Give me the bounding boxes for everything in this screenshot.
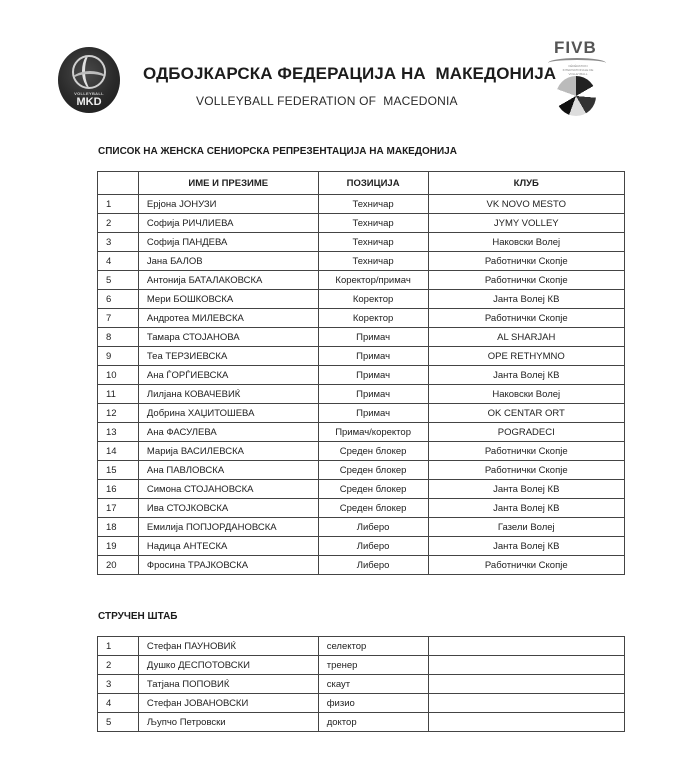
player-number: 5 bbox=[98, 271, 139, 290]
staff-number: 2 bbox=[98, 656, 139, 675]
player-row bbox=[98, 461, 625, 480]
player-position: Примач bbox=[318, 366, 428, 385]
fivb-small-text: FÉDÉRATION INTERNATIONALE DE VOLLEYBALL bbox=[562, 64, 594, 76]
staff-section-title: СТРУЧЕН ШТАБ bbox=[98, 611, 178, 622]
staff-name: Љупчо Петровски bbox=[138, 713, 318, 732]
player-club: JYMY VOLLEY bbox=[428, 214, 624, 233]
players-table-header bbox=[98, 172, 625, 195]
player-number: 11 bbox=[98, 385, 139, 404]
player-club: Јанта Волеј КВ bbox=[428, 366, 624, 385]
player-club: Јанта Волеј КВ bbox=[428, 480, 624, 499]
player-number: 7 bbox=[98, 309, 139, 328]
player-name: Теа ТЕРЗИЕВСКА bbox=[138, 347, 318, 366]
player-row bbox=[98, 309, 625, 328]
player-row bbox=[98, 195, 625, 214]
player-club: Газели Волеј bbox=[428, 518, 624, 537]
staff-name: Татјана ПОПОВИЌ bbox=[138, 675, 318, 694]
player-number: 6 bbox=[98, 290, 139, 309]
player-name: Надица АНТЕСКА bbox=[138, 537, 318, 556]
player-position: Среден блокер bbox=[318, 480, 428, 499]
player-position: Либеро bbox=[318, 537, 428, 556]
document-title: ОДБОЈКАРСКА ФЕДЕРАЦИЈА НА МАКЕДОНИЈА bbox=[143, 64, 557, 83]
player-name: Ана ЃОРЃИЕВСКА bbox=[138, 366, 318, 385]
staff-table bbox=[97, 636, 625, 732]
volleyball-federation-logo-icon bbox=[58, 47, 120, 113]
player-row bbox=[98, 518, 625, 537]
player-club: POGRADECI bbox=[428, 423, 624, 442]
player-row bbox=[98, 423, 625, 442]
player-row bbox=[98, 366, 625, 385]
player-row bbox=[98, 385, 625, 404]
staff-name: Стефан ЈОВАНОВСКИ bbox=[138, 694, 318, 713]
staff-row bbox=[98, 656, 625, 675]
player-club: Работнички Скопје bbox=[428, 442, 624, 461]
player-row bbox=[98, 233, 625, 252]
player-name: Мери БОШКОВСКА bbox=[138, 290, 318, 309]
players-table bbox=[97, 171, 625, 575]
player-position: Техничар bbox=[318, 195, 428, 214]
player-club: Наковски Волеј bbox=[428, 385, 624, 404]
player-position: Либеро bbox=[318, 556, 428, 575]
player-position: Техничар bbox=[318, 214, 428, 233]
player-row bbox=[98, 328, 625, 347]
player-club: Работнички Скопје bbox=[428, 309, 624, 328]
player-number: 10 bbox=[98, 366, 139, 385]
volleyball-icon bbox=[72, 55, 106, 89]
player-name: Софија ПАНДЕВА bbox=[138, 233, 318, 252]
player-number: 1 bbox=[98, 195, 139, 214]
player-name: Лилјана КОВАЧЕВИЌ bbox=[138, 385, 318, 404]
staff-role: скаут bbox=[318, 675, 428, 694]
document-subtitle: VOLLEYBALL FEDERATION OF MACEDONIA bbox=[196, 94, 458, 108]
player-name: Софија РИЧЛИЕВА bbox=[138, 214, 318, 233]
staff-role: физио bbox=[318, 694, 428, 713]
player-number: 20 bbox=[98, 556, 139, 575]
player-number: 4 bbox=[98, 252, 139, 271]
staff-number: 3 bbox=[98, 675, 139, 694]
player-position: Примач bbox=[318, 328, 428, 347]
player-number: 15 bbox=[98, 461, 139, 480]
staff-number: 4 bbox=[98, 694, 139, 713]
column-header-position: ПОЗИЦИЈА bbox=[318, 172, 428, 195]
players-section-title: СПИСОК НА ЖЕНСКА СЕНИОРСКА РЕПРЕЗЕНТАЦИЈА НА МАКЕДОНИЈА bbox=[98, 146, 457, 157]
column-header-club: КЛУБ bbox=[428, 172, 624, 195]
player-club: Работнички Скопје bbox=[428, 556, 624, 575]
staff-name: Стефан ПАУНОВИЌ bbox=[138, 637, 318, 656]
player-club: Јанта Волеј КВ bbox=[428, 290, 624, 309]
player-number: 14 bbox=[98, 442, 139, 461]
player-position: Коректор/примач bbox=[318, 271, 428, 290]
player-position: Примач/коректор bbox=[318, 423, 428, 442]
player-row bbox=[98, 442, 625, 461]
player-club: Јанта Волеј КВ bbox=[428, 499, 624, 518]
player-club: OK CENTAR ORT bbox=[428, 404, 624, 423]
player-position: Коректор bbox=[318, 309, 428, 328]
player-number: 2 bbox=[98, 214, 139, 233]
player-name: Добрина ХАЏИТОШЕВА bbox=[138, 404, 318, 423]
player-club: AL SHARJAH bbox=[428, 328, 624, 347]
player-position: Примач bbox=[318, 347, 428, 366]
player-club: VK NOVO MESTO bbox=[428, 195, 624, 214]
player-position: Техничар bbox=[318, 252, 428, 271]
player-club: Наковски Волеј bbox=[428, 233, 624, 252]
player-name: Ива СТОЈКОВСКА bbox=[138, 499, 318, 518]
player-name: Марија ВАСИЛЕВСКА bbox=[138, 442, 318, 461]
staff-extra bbox=[428, 656, 624, 675]
player-position: Примач bbox=[318, 385, 428, 404]
player-position: Техничар bbox=[318, 233, 428, 252]
staff-extra bbox=[428, 694, 624, 713]
staff-extra bbox=[428, 637, 624, 656]
staff-row bbox=[98, 713, 625, 732]
player-number: 13 bbox=[98, 423, 139, 442]
player-club: Јанта Волеј КВ bbox=[428, 537, 624, 556]
player-name: Симона СТОЈАНОВСКА bbox=[138, 480, 318, 499]
logo-mkd-text: MKD bbox=[76, 96, 102, 108]
player-position: Коректор bbox=[318, 290, 428, 309]
player-club: Работнички Скопје bbox=[428, 461, 624, 480]
player-row bbox=[98, 271, 625, 290]
player-number: 17 bbox=[98, 499, 139, 518]
staff-row bbox=[98, 694, 625, 713]
staff-number: 1 bbox=[98, 637, 139, 656]
player-row bbox=[98, 499, 625, 518]
fivb-logo-text: FIVB bbox=[554, 38, 597, 57]
column-header-number bbox=[98, 172, 139, 195]
column-header-name: ИМЕ И ПРЕЗИМЕ bbox=[138, 172, 318, 195]
staff-role: доктор bbox=[318, 713, 428, 732]
player-number: 3 bbox=[98, 233, 139, 252]
player-row bbox=[98, 252, 625, 271]
player-name: Ана ПАВЛОВСКА bbox=[138, 461, 318, 480]
player-name: Фросина ТРАЈКОВСКА bbox=[138, 556, 318, 575]
player-row bbox=[98, 480, 625, 499]
player-position: Среден блокер bbox=[318, 499, 428, 518]
player-row bbox=[98, 290, 625, 309]
player-name: Тамара СТОЈАНОВА bbox=[138, 328, 318, 347]
staff-role: селектор bbox=[318, 637, 428, 656]
player-number: 18 bbox=[98, 518, 139, 537]
player-row bbox=[98, 556, 625, 575]
player-name: Ерјона ЈОНУЗИ bbox=[138, 195, 318, 214]
player-position: Примач bbox=[318, 404, 428, 423]
player-position: Либеро bbox=[318, 518, 428, 537]
player-row bbox=[98, 404, 625, 423]
fivb-logo-icon bbox=[548, 38, 610, 118]
fivb-emblem-icon bbox=[556, 76, 596, 116]
player-name: Антонија БАТАЛАКОВСКА bbox=[138, 271, 318, 290]
player-name: Ана ФАСУЛЕВА bbox=[138, 423, 318, 442]
player-club: Работнички Скопје bbox=[428, 252, 624, 271]
player-row bbox=[98, 347, 625, 366]
player-club: OPE RETHYMNO bbox=[428, 347, 624, 366]
player-number: 12 bbox=[98, 404, 139, 423]
staff-number: 5 bbox=[98, 713, 139, 732]
player-row bbox=[98, 537, 625, 556]
player-name: Емилија ПОПЈОРДАНОВСКА bbox=[138, 518, 318, 537]
player-number: 16 bbox=[98, 480, 139, 499]
player-name: Јана БАЛОВ bbox=[138, 252, 318, 271]
staff-row bbox=[98, 637, 625, 656]
logo-small-text: VOLLEYBALL bbox=[74, 91, 104, 96]
player-number: 9 bbox=[98, 347, 139, 366]
staff-row bbox=[98, 675, 625, 694]
staff-extra bbox=[428, 713, 624, 732]
staff-role: тренер bbox=[318, 656, 428, 675]
player-name: Андротеа МИЛЕВСКА bbox=[138, 309, 318, 328]
player-row bbox=[98, 214, 625, 233]
player-position: Среден блокер bbox=[318, 461, 428, 480]
player-position: Среден блокер bbox=[318, 442, 428, 461]
player-club: Работнички Скопје bbox=[428, 271, 624, 290]
staff-name: Душко ДЕСПОТОВСКИ bbox=[138, 656, 318, 675]
staff-extra bbox=[428, 675, 624, 694]
player-number: 19 bbox=[98, 537, 139, 556]
player-number: 8 bbox=[98, 328, 139, 347]
